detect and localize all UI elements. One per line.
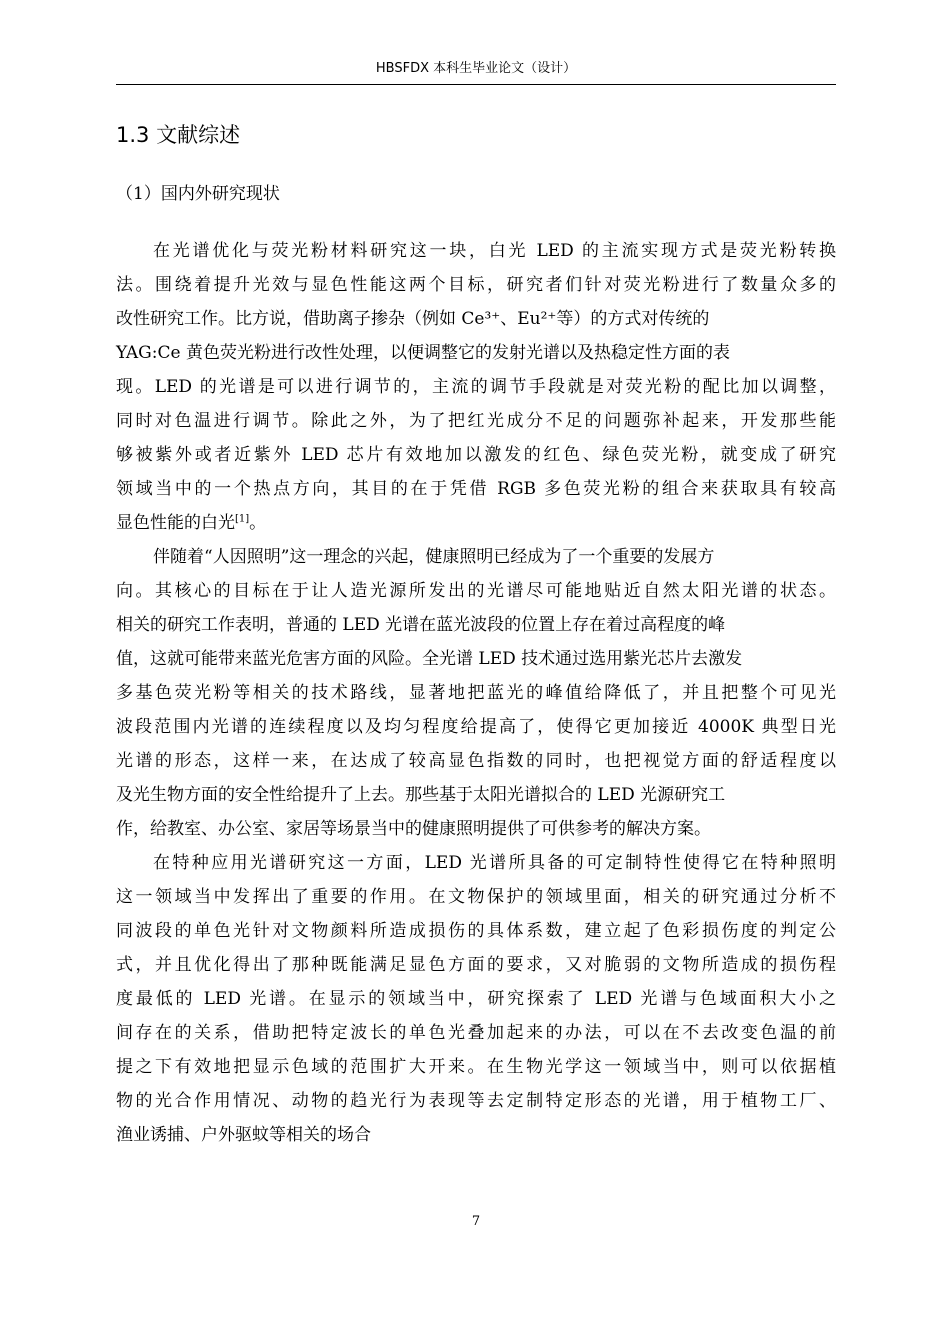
text-line: 多基色荧光粉等相关的技术路线，显著地把蓝光的峰值给降低了，并且把整个可见光	[116, 683, 836, 703]
text-line: 及光生物方面的安全性给提升了上去。那些基于太阳光谱拟合的 LED 光源研究工	[116, 785, 726, 805]
text-line: 现。LED 的光谱是可以进行调节的，主流的调节手段就是对荧光粉的配比加以调整，	[116, 377, 836, 397]
text-fragment: 。	[249, 513, 267, 533]
text-line	[116, 506, 836, 540]
text-line: 这一领域当中发挥出了重要的作用。在文物保护的领域里面，相关的研究通过分析不	[116, 887, 836, 907]
header-rule	[116, 84, 836, 85]
paragraph-health-lighting	[116, 540, 836, 846]
text-line: YAG:Ce 黄色荧光粉进行改性处理，以便调整它的发射光谱以及热稳定性方面的表	[116, 343, 730, 363]
text-line: 作，给教室、办公室、家居等场景当中的健康照明提供了可供参考的解决方案。	[116, 819, 711, 839]
text-line: 同时对色温进行调节。除此之外，为了把红光成分不足的问题弥补起来，开发那些能	[116, 411, 836, 431]
body-text	[116, 234, 836, 1152]
section-heading: 1.3 文献综述	[116, 123, 241, 147]
text-line: 向。其核心的目标在于让人造光源所发出的光谱尽可能地贴近自然太阳光谱的状态。	[116, 581, 836, 601]
text-line: 同波段的单色光针对文物颜料所造成损伤的具体系数，建立起了色彩损伤度的判定公	[116, 921, 836, 941]
text-line: 相关的研究工作表明，普通的 LED 光谱在蓝光波段的位置上存在着过高程度的峰	[116, 615, 726, 635]
text-line: 提之下有效地把显示色域的范围扩大开来。在生物光学这一领域当中，则可以依据植	[116, 1057, 836, 1077]
text-line: 在光谱优化与荧光粉材料研究这一块，白光 LED 的主流实现方式是荧光粉转换	[153, 241, 836, 261]
citation-marker[interactable]: [1]	[235, 513, 250, 525]
text-line: 间存在的关系，借助把特定波长的单色光叠加起来的办法，可以在不去改变色温的前	[116, 1023, 836, 1043]
text-line: 度最低的 LED 光谱。在显示的领域当中，研究探索了 LED 光谱与色域面积大小之	[116, 989, 836, 1009]
text-line: 光谱的形态，这样一来，在达成了较高显色指数的同时，也把视觉方面的舒适程度以	[116, 751, 836, 771]
text-line: 够被紫外或者近紫外 LED 芯片有效地加以激发的红色、绿色荧光粉，就变成了研究	[116, 445, 836, 465]
page-header: HBSFDX 本科生毕业论文（设计）	[375, 61, 577, 76]
subsection-heading: （1）国内外研究现状	[116, 184, 280, 204]
text-line: 在特种应用光谱研究这一方面，LED 光谱所具备的可定制特性使得它在特种照明	[153, 853, 836, 873]
text-line: 式，并且优化得出了那种既能满足显色方面的要求，又对脆弱的文物所造成的损伤程	[116, 955, 836, 975]
text-line: 法。围绕着提升光效与显色性能这两个目标，研究者们针对荧光粉进行了数量众多的	[116, 275, 836, 295]
text-line: 物的光合作用情况、动物的趋光行为表现等去定制特定形态的光谱，用于植物工厂、	[116, 1091, 836, 1111]
text-line: 渔业诱捕、户外驱蚊等相关的场合	[116, 1125, 371, 1145]
text-line: 领域当中的一个热点方向，其目的在于凭借 RGB 多色荧光粉的组合来获取具有较高	[116, 479, 836, 499]
text-fragment: 显色性能的白光	[116, 513, 235, 533]
text-line: 改性研究工作。比方说，借助离子掺杂（例如 Ce³⁺、Eu²⁺等）的方式对传统的	[116, 309, 710, 329]
text-line: 波段范围内光谱的连续程度以及均匀程度给提高了，使得它更加接近 4000K 典型日光	[116, 717, 836, 737]
text-line: 伴随着“人因照明”这一理念的兴起，健康照明已经成为了一个重要的发展方	[153, 547, 715, 567]
paragraph-special-applications	[116, 846, 836, 1152]
page-number: 7	[471, 1214, 481, 1229]
text-line: 值，这就可能带来蓝光危害方面的风险。全光谱 LED 技术通过选用紫光芯片去激发	[116, 649, 743, 669]
paragraph-phosphor	[116, 234, 836, 540]
